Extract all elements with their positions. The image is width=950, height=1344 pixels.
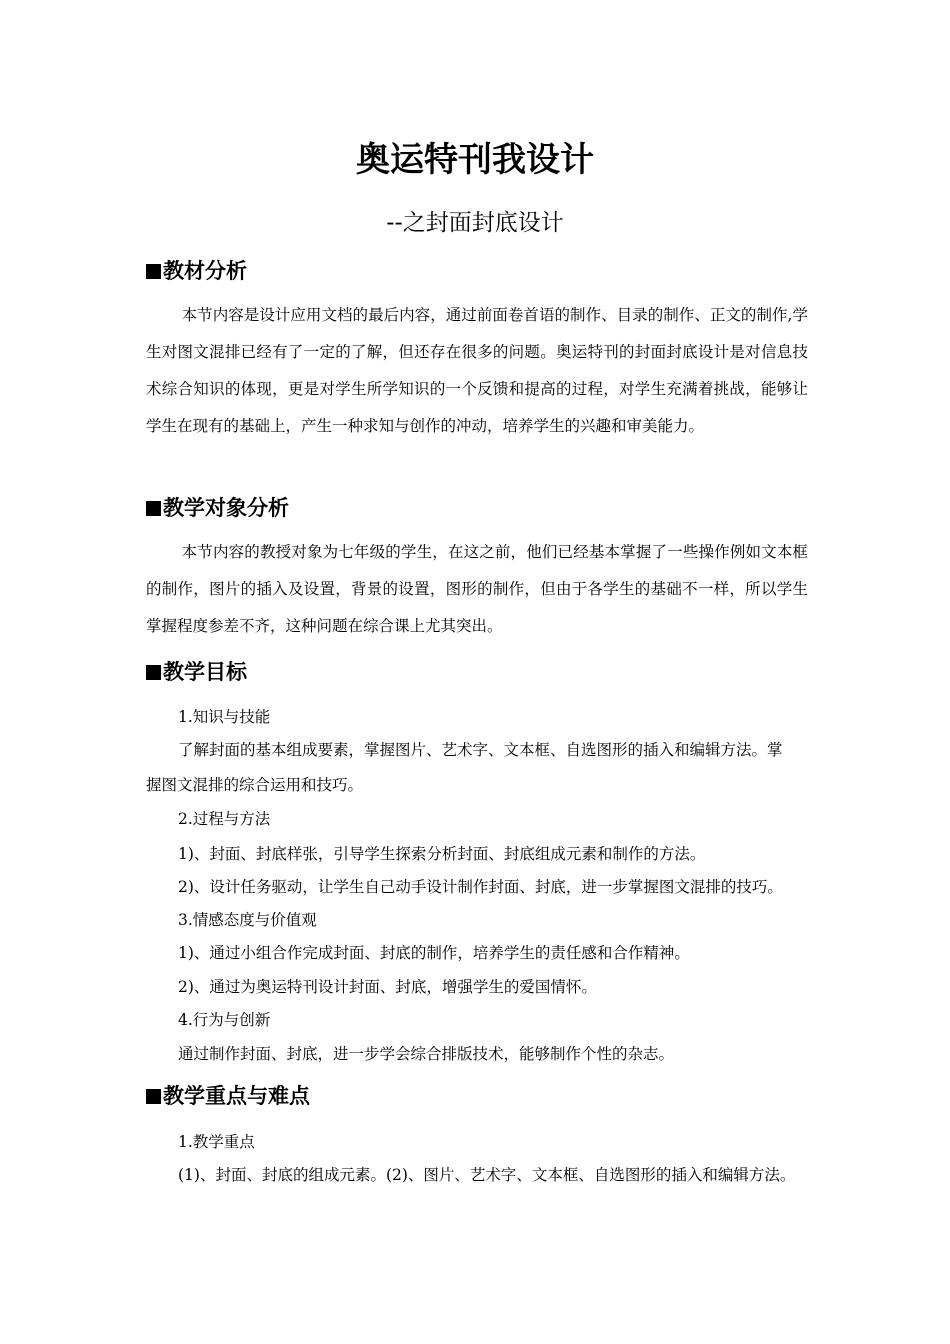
document-title: 奥运特刊我设计 [356, 140, 594, 180]
keypoint-item-text: (1)、封面、封底的组成元素。(2)、图片、艺术字、文本框、自选图形的插入和编辑方法。 [178, 1166, 796, 1184]
black-square-icon [146, 264, 161, 279]
goal-item-text: 1)、封面、封底样张，引导学生探索分析封面、封底组成元素和制作的方法。 [178, 845, 706, 863]
section-heading-audience [146, 493, 289, 523]
keypoint-item-title: 1.教学重点 [178, 1133, 255, 1151]
black-square-icon [146, 501, 161, 516]
goal-item-text: 通过制作封面、封底，进一步学会综合排版技术，能够制作个性的杂志。 [178, 1045, 675, 1063]
goal-item-text: 2)、设计任务驱动，让学生自己动手设计制作封面、封底，进一步掌握图文混排的技巧。 [178, 878, 783, 896]
audience-paragraph: 本节内容的教授对象为七年级的学生，在这之前，他们已经基本掌握了一些操作例如文本框的制作，图片的插入及设置，背景的设置，图形的制作，但由于各学生的基础不一样，所以学生掌握程度参差不齐，这种问题在综合课上尤其突出。 [146, 543, 808, 635]
goal-item-text: 了解封面的基本组成要素，掌握图片、艺术字、文本框、自选图形的插入和编辑方法。掌 [178, 741, 783, 759]
black-square-icon [146, 665, 161, 680]
section-heading-materials [146, 256, 247, 286]
materials-paragraph: 本节内容是设计应用文档的最后内容，通过前面卷首语的制作、目录的制作、正文的制作,学生对图文混排已经有了一定的了解，但还存在很多的问题。奥运特刊的封面封底设计是对信息技术综合知识的体现，更是对学生所学知识的一个反馈和提高的过程，对学生充满着挑战，能够让学生在现有的基础上，产生一种求知与创作的冲动，培养学生的兴趣和审美能力。 [146, 306, 808, 435]
section-heading-goals [146, 657, 247, 687]
document-subtitle: --之封面封底设计 [386, 210, 564, 236]
black-square-icon [146, 1089, 161, 1104]
section-heading-label: 教材分析 [163, 259, 247, 283]
goal-item-text: 1)、通过小组合作完成封面、封底的制作，培养学生的责任感和合作精神。 [178, 944, 690, 962]
section-heading-keypoints [146, 1081, 310, 1111]
goal-item-text: 2)、通过为奥运特刊设计封面、封底，增强学生的爱国情怀。 [178, 978, 597, 996]
section-heading-label: 教学重点与难点 [163, 1084, 310, 1108]
goal-item-title: 3.情感态度与价值观 [178, 911, 317, 929]
goal-item-title: 4.行为与创新 [178, 1011, 271, 1029]
goal-item-text: 握图文混排的综合运用和技巧。 [146, 776, 364, 794]
section-heading-label: 教学对象分析 [163, 496, 289, 520]
goal-item-title: 1.知识与技能 [178, 708, 271, 726]
section-heading-label: 教学目标 [163, 660, 247, 684]
goal-item-title: 2.过程与方法 [178, 810, 271, 828]
